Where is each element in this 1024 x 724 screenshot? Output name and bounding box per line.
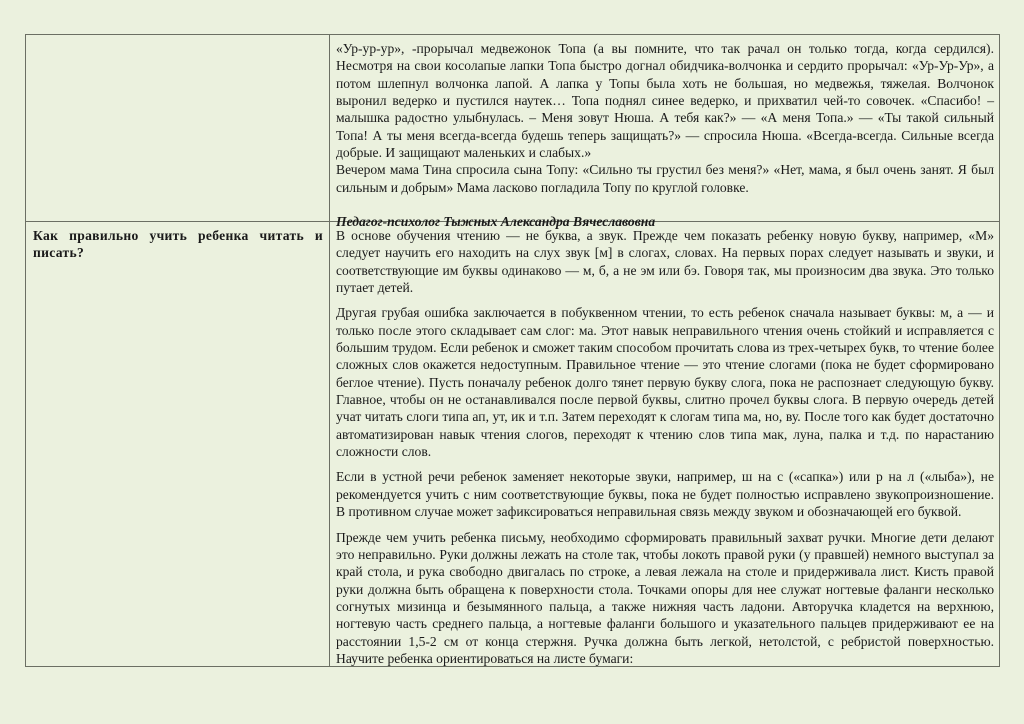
answer-cell bbox=[330, 222, 999, 667]
question-cell bbox=[26, 35, 330, 221]
story-paragraph: «Ур-ур-ур», -прорычал медвежонок Топа (а вы помните, что так рачал он только тогда, когда сердился). Несмотря на свои косолапые лапки Топа быстро догнал обидчика-волчонка и сердито прорычал: «Ур-Ур-Ур», а потом шлепнул волчонка лапой. А лапка у Топы была хоть не большая, но медвежья, тяжелая. Волчонок выронил ведерко и пустился наутек… Топа поднял синее ведерко, и прихватил чей-то совочек. «Спасибо! – малышка радостно улыбнулась. – Меня зовут Нюша. А тебя как?» — «А меня Топа.» — «Ты такой сильный Топа! А ты меня всегда-всегда будешь теперь защищать?» — спросила Нюша. «Всегда-всегда. Сильные всегда добрые. И защищают маленьких и слабых.» bbox=[336, 41, 994, 161]
answer-paragraph: Другая грубая ошибка заключается в побуквенном чтении, то есть ребенок сначала называет буквы: м, а — и только после этого складывает сам слог: ма. Этот навык неправильного чтения очень стойкий и исправляется с большим трудом. Если ребенок и сможет таким способом прочитать слова из трех-четырех букв, то чтение более сложных слов окажется недоступным. Правильное чтение — это чтение слогами (пока не будет сформировано беглое чтение). Пусть поначалу ребенок долго тянет первую букву слога, пока не распознает следующую букву. Главное, чтобы он не останавливался после первой буквы, слитно прочел буквы слога. В первую очередь детей учат читать слоги типа ап, ут, ик и т.п. Затем переходят к слогам типа ма, но, ву. После того как будет достаточно автоматизирован навык чтения слогов, переходят к чтению слов типа мак, луна, палка и т.д. по нарастанию сложности слов. bbox=[336, 305, 994, 460]
story-paragraph: Вечером мама Тина спросила сына Топу: «Сильно ты грустил без меня?» «Нет, мама, я был очень занят. Я был сильным и добрым» Мама ласково погладила Топу по круглой головке. bbox=[336, 162, 994, 195]
answer-paragraph: Если в устной речи ребенок заменяет некоторые звуки, например, ш на с («сапка») или р на л («лыба»), не рекомендуется учить с ним соответствующие буквы, пока не будет полностью исправлено звукопроизношение. В противном случае может зафиксироваться неправильная связь между звуком и обозначающей его буквой. bbox=[336, 469, 994, 520]
question-cell bbox=[26, 222, 330, 667]
answer-paragraph: В основе обучения чтению — не буква, а звук. Прежде чем показать ребенку новую букву, например, «М» следует научить его находить на слух звук [м] в слогах, словах. На первых порах следует называть и звуки, и соответствующие им буквы одинаково — м, б, а не эм или бэ. Говоря так, мы произносим два звука. Это только путает детей. bbox=[336, 228, 994, 296]
question-text: Как правильно учить ребенка читать и писать? bbox=[33, 228, 323, 261]
document-table bbox=[25, 34, 1000, 667]
answer-paragraph: Прежде чем учить ребенка письму, необходимо сформировать правильный захват ручки. Многие дети делают это неправильно. Руки должны лежать на столе так, чтобы локоть правой руки (у правшей) немного выступал за край стола, и рука свободно двигалась по строке, а левая лежала на столе и придерживала лист. Кисть правой руки должна быть обращена к поверхности стола. Точками опоры для нее служат ногтевые фаланги несколько согнутых мизинца и безымянного пальца, а также нижняя часть ладони. Авторучка кладется на верхнюю, ногтевую часть среднего пальца, а ногтевые фаланги большого и указательного пальцев придерживают ее на расстоянии 1,5-2 см от конца стержня. Ручка должна быть легкой, нетолстой, с ребристой поверхностью. Научите ребенка ориентироваться на листе бумаги: bbox=[336, 529, 994, 666]
answer-cell bbox=[330, 35, 999, 230]
table-row bbox=[26, 222, 999, 667]
author-signature: Педагог-психолог Тыжных Александра Вячеславовна bbox=[336, 214, 656, 230]
table-row bbox=[26, 35, 999, 230]
